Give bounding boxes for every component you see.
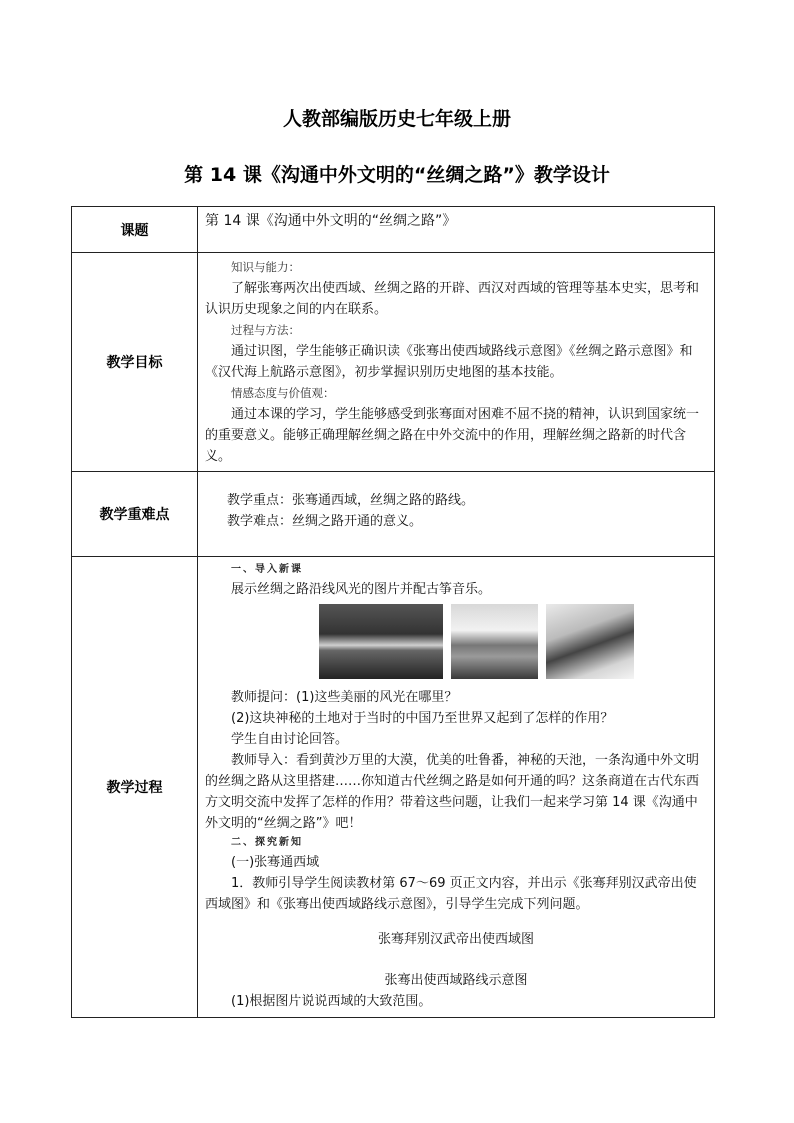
question-2: (2)这块神秘的土地对于当时的中国乃至世界又起到了怎样的作用？	[231, 711, 614, 726]
goals-label: 教学目标	[72, 253, 198, 472]
intro-text: 展示丝绸之路沿线风光的图片并配古筝音乐。	[231, 582, 492, 597]
table-row	[72, 472, 715, 557]
goal-heading: 知识与能力：	[231, 260, 300, 274]
task-text: (1)根据图片说说西域的大致范围。	[231, 994, 432, 1009]
table-row	[72, 207, 715, 253]
lesson-title: 第 14 课《沟通中外文明的“丝绸之路”》教学设计	[184, 164, 610, 186]
goal-text: 通过识图，学生能够正确识读《张骞出使西域路线示意图》《丝绸之路示意图》和《汉代海上航路示意图》，初步掌握识别历史地图的基本技能。	[205, 344, 693, 380]
goal-heading: 情感态度与价值观：	[231, 386, 335, 400]
teacher-lead: 教师导入：看到黄沙万里的大漠，优美的吐鲁番，神秘的天池，一条沟通中外文明的丝绸之路从这里搭建……你知道古代丝绸之路是如何开通的吗？这条商道在古代东西方文明交流中发挥了怎样的作用？带着这些问题，让我们一起来学习第 14 课《沟通中外文明的“丝绸之路”》吧！	[205, 753, 700, 831]
goal-heading: 过程与方法：	[231, 323, 300, 337]
topic-label: 课题	[72, 207, 198, 253]
grassland-photo	[451, 604, 538, 679]
process-label: 教学过程	[72, 557, 198, 1018]
lesson-plan-table	[71, 206, 715, 1018]
figure-caption: 张骞出使西域路线示意图	[384, 973, 528, 988]
section-heading: 一、导入新课	[231, 564, 303, 575]
heavenly-lake-photo	[546, 604, 634, 679]
table-row	[72, 557, 715, 1018]
student-answer: 学生自由讨论回答。	[231, 732, 349, 747]
subsection-heading: (一)张骞通西域	[231, 855, 320, 870]
scenery-photos	[205, 604, 707, 679]
topic-value: 第 14 课《沟通中外文明的“丝绸之路”》	[198, 207, 715, 253]
goal-text: 通过本课的学习，学生能够感受到张骞面对困难不屈不挠的精神，认识到国家统一的重要意义。能够正确理解丝绸之路在中外交流中的作用，理解丝绸之路新的时代含义。	[205, 407, 700, 464]
desert-sunset-photo	[319, 604, 443, 679]
figure-caption: 张骞拜别汉武帝出使西域图	[377, 932, 534, 947]
goal-text: 了解张骞两次出使西域、丝绸之路的开辟、西汉对西域的管理等基本史实，思考和认识历史现象之间的内在联系。	[205, 281, 700, 317]
goals-content	[198, 253, 715, 472]
table-row	[72, 253, 715, 472]
process-content	[198, 557, 715, 1018]
keypoints-content	[198, 472, 715, 557]
question-1: 教师提问：(1)这些美丽的风光在哪里？	[231, 690, 458, 705]
key-focus: 教学重点：张骞通西域，丝绸之路的路线。	[227, 493, 475, 508]
document-title: 人教部编版历史七年级上册	[282, 108, 511, 130]
key-difficulty: 教学难点：丝绸之路开通的意义。	[227, 514, 423, 529]
step-text: 1．教师引导学生阅读教材第 67～69 页正文内容，并出示《张骞拜别汉武帝出使西域图》和《张骞出使西域路线示意图》，引导学生完成下列问题。	[205, 876, 697, 912]
keypoints-label: 教学重难点	[72, 472, 198, 557]
section-heading: 二、探究新知	[231, 837, 303, 848]
